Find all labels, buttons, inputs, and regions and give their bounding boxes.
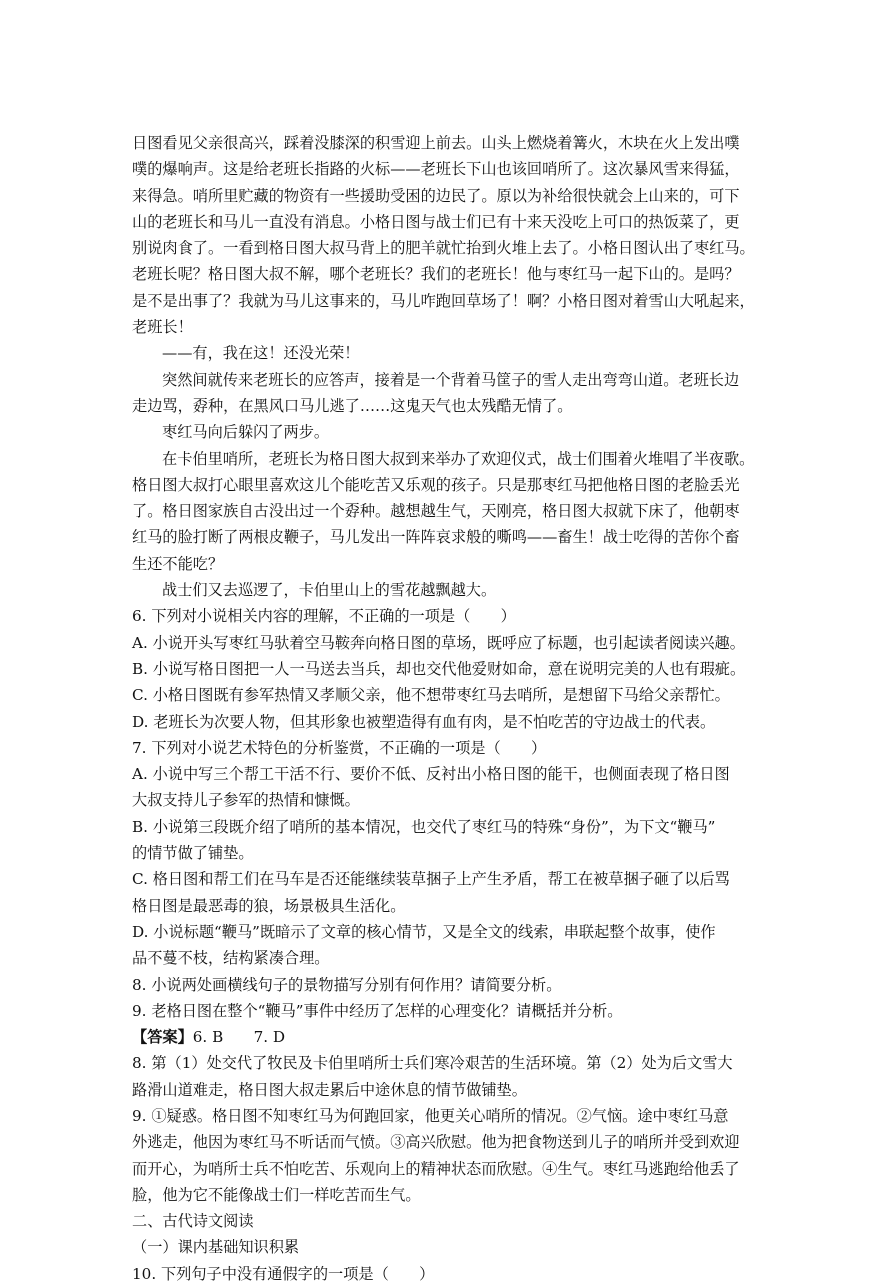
answer-values: 6. B 7. D [192,1028,286,1047]
text-line: 品不蔓不枝，结构紧凑合理。 [132,949,330,968]
text-line: 生还不能吃？ [132,554,224,573]
text-line: 噗的爆响声。这是给老班长指路的火标——老班长下山也该回哨所了。这次暴风雪来得猛， [132,160,740,179]
document-body [132,130,755,1287]
text-line: 的情节做了铺垫。 [132,844,254,863]
text-line: 格日图是最恶毒的狼，场景极具生活化。 [132,896,406,915]
answer-label: 【答案】 [132,1028,193,1047]
text-line: 9. 老格日图在整个“鞭马”事件中经历了怎样的心理变化？请概括并分析。 [132,1001,623,1020]
text-line: 6. 下列对小说相关内容的理解，不正确的一项是（ ） [132,607,516,626]
text-line: 走边骂，孬种，在黑风口马儿逃了……这鬼天气也太残酷无情了。 [132,396,573,415]
text-line: 了。格日图家族自古没出过一个孬种。越想越生气，天刚亮，格日图大叔就下床了，他朝枣 [132,502,740,521]
text-line: 老班长！ [132,318,193,337]
text-line: 二、古代诗文阅读 [132,1212,254,1231]
text-line: D. 小说标题“鞭马”既暗示了文章的核心情节，又是全文的线索，串联起整个故事，使作 [132,922,716,941]
text-line: C. 小格日图既有参军热情又孝顺父亲，他不想带枣红马去哨所，是想留下马给父亲帮忙。 [132,686,730,705]
text-line: 突然间就传来老班长的应答声，接着是一个背着马筐子的雪人走出弯弯山道。老班长边 [162,370,740,389]
text-line: B. 小说写格日图把一人一马送去当兵，却也交代他爱财如命，意在说明完美的人也有瑕疵。 [132,659,746,678]
text-line: C. 格日图和帮工们在马车是否还能继续装草捆子上产生矛盾，帮工在被草捆子砸了以后骂 [132,870,730,889]
text-line: 老班长呢？格日图大叔不解，哪个老班长？我们的老班长！他与枣红马一起下山的。是吗？ [132,265,740,284]
text-line: 10. 下列句子中没有通假字的一项是（ ） [132,1264,435,1283]
answer-line [132,1024,752,1050]
text-line: 大叔支持儿子参军的热情和慷慨。 [132,791,360,810]
text-line: 红马的脸打断了两根皮鞭子，马儿发出一阵阵哀求般的嘶鸣——畜生！战士吃得的苦你个畜 [132,528,740,547]
text-line: 是不是出事了？我就为马儿这事来的，马儿咋跑回草场了！啊？小格日图对着雪山大吼起来， [132,291,755,310]
text-line: A. 小说中写三个帮工干活不行、要价不低、反衬出小格日图的能干，也侧面表现了格日图 [132,765,730,784]
text-line: 山的老班长和马儿一直没有消息。小格日图与战士们已有十来天没吃上可口的热饭菜了，更 [132,212,740,231]
text-line: 日图看见父亲很高兴，踩着没膝深的积雪迎上前去。山头上燃烧着篝火，木块在火上发出噗 [132,134,740,152]
text-line: D. 老班长为次要人物，但其形象也被塑造得有血有肉，是不怕吃苦的守边战士的代表。 [132,712,716,731]
text-line: 在卡伯里哨所，老班长为格日图大叔到来举办了欢迎仪式，战士们围着火堆唱了半夜歌。 [162,449,755,468]
text-line: A. 小说开头写枣红马驮着空马鞍奔向格日图的草场，既呼应了标题，也引起读者阅读兴趣。 [132,633,745,652]
text-line: 脸，他为它不能像战士们一样吃苦而生气。 [132,1185,421,1204]
text-line: 格日图大叔打心眼里喜欢这儿个能吃苦又乐观的孩子。只是那枣红马把他格日图的老脸丢光 [132,475,740,494]
text-line: （一）课内基础知识积累 [132,1238,300,1257]
text-line: 而开心，为哨所士兵不怕吃苦、乐观向上的精神状态而欣慰。④生气。枣红马逃跑给他丢了 [132,1159,740,1178]
text-line: 8. 第（1）处交代了牧民及卡伯里哨所士兵们寒冷艰苦的生活环境。第（2）处为后文雪大 [132,1054,733,1073]
text-line: 来得急。哨所里贮藏的物资有一些援助受困的边民了。原以为补给很快就会上山来的，可下 [132,186,740,205]
text-line: B. 小说第三段既介绍了哨所的基本情况，也交代了枣红马的特殊“身份”，为下文“鞭马” [132,817,716,836]
text-line: 枣红马向后躲闪了两步。 [162,423,330,442]
text-line: 8. 小说两处画横线句子的景物描写分别有何作用？请简要分析。 [132,975,562,994]
text-line: ——有，我在这！还没光荣！ [162,344,360,363]
text-line: 7. 下列对小说艺术特色的分析鉴赏，不正确的一项是（ ） [132,738,547,757]
text-line: 9. ①疑惑。格日图不知枣红马为何跑回家，他更关心哨所的情况。②气恼。途中枣红马意 [132,1106,729,1125]
text-line: 路滑山道难走，格日图大叔走累后中途休息的情节做铺垫。 [132,1080,527,1099]
text-line: 外逃走，他因为枣红马不听话而气愤。③高兴欣慰。他为把食物送到儿子的哨所并受到欢迎 [132,1133,740,1152]
text-line: 别说肉食了。一看到格日图大叔马背上的肥羊就忙抬到火堆上去了。小格日图认出了枣红马。 [132,239,755,258]
text-line: 战士们又去巡逻了，卡伯里山上的雪花越飘越大。 [162,581,497,600]
